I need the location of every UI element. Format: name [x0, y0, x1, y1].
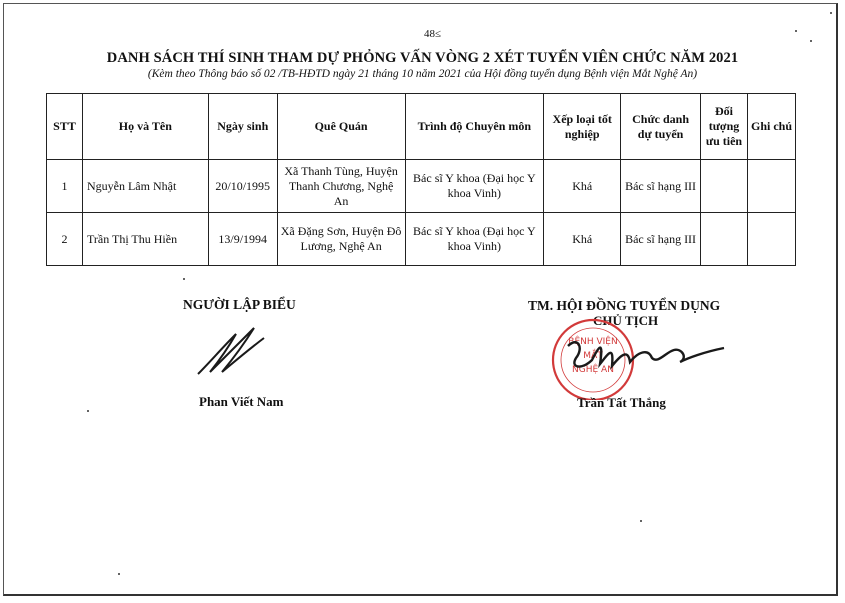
header-position: Chức danh dự tuyển	[621, 94, 701, 160]
cell-position: Bác sĩ hạng III	[621, 213, 701, 266]
cell-name: Trần Thị Thu Hiền	[82, 213, 208, 266]
header-qualification: Trình độ Chuyên môn	[405, 94, 544, 160]
document-subtitle: (Kèm theo Thông báo số 02 /TB-HĐTD ngày 21 tháng 10 năm 2021 của Hội đồng tuyển dụng Bệnh viện Mắt Nghệ An)	[147, 68, 698, 80]
cell-name: Nguyễn Lâm Nhật	[82, 160, 208, 213]
cell-priority	[701, 213, 748, 266]
header-stt: STT	[47, 94, 83, 160]
scan-speck	[118, 573, 120, 575]
svg-text:BỆNH VIỆN: BỆNH VIỆN	[568, 337, 618, 347]
preparer-title: NGƯỜI LẬP BIỂU	[183, 297, 296, 312]
scan-speck	[830, 12, 832, 14]
header-note: Ghi chú	[747, 94, 795, 160]
cell-hometown: Xã Thanh Tùng, Huyện Thanh Chương, Nghệ An	[277, 160, 405, 213]
header-hometown: Quê Quán	[277, 94, 405, 160]
table-row	[47, 160, 796, 213]
scan-speck	[87, 410, 89, 412]
table-row	[47, 213, 796, 266]
scan-speck	[795, 30, 797, 32]
scan-speck	[640, 520, 642, 522]
cell-dob: 13/9/1994	[208, 213, 277, 266]
cell-qualification: Bác sĩ Y khoa (Đại học Y khoa Vinh)	[405, 160, 544, 213]
chairman-name: Trần Tất Thắng	[577, 395, 666, 410]
svg-text:MẮT: MẮT	[583, 351, 603, 361]
header-name: Họ và Tên	[82, 94, 208, 160]
candidate-table	[46, 93, 796, 266]
header-graduation-rank: Xếp loại tốt nghiệp	[544, 94, 621, 160]
cell-priority	[701, 160, 748, 213]
preparer-name: Phan Viết Nam	[199, 394, 284, 409]
svg-text:NGHỆ AN: NGHỆ AN	[572, 365, 614, 375]
cell-qualification: Bác sĩ Y khoa (Đại học Y khoa Vinh)	[405, 213, 544, 266]
cell-note	[747, 160, 795, 213]
cell-graduation-rank: Khá	[544, 213, 621, 266]
cell-note	[747, 213, 795, 266]
cell-stt: 1	[47, 160, 83, 213]
cell-hometown: Xã Đặng Sơn, Huyện Đô Lương, Nghệ An	[277, 213, 405, 266]
scan-speck	[183, 278, 185, 280]
document-number-mark: 48≤	[424, 28, 442, 40]
official-stamp-and-signature	[548, 318, 738, 400]
cell-graduation-rank: Khá	[544, 160, 621, 213]
document-title: DANH SÁCH THÍ SINH THAM DỰ PHỎNG VẤN VÒNG 2 XÉT TUYỂN VIÊN CHỨC NĂM 2021	[106, 50, 739, 66]
council-chair-label: CHỦ TỊCH	[593, 313, 659, 328]
cell-position: Bác sĩ hạng III	[621, 160, 701, 213]
cell-dob: 20/10/1995	[208, 160, 277, 213]
scan-speck	[810, 40, 812, 42]
council-title: TM. HỘI ĐỒNG TUYỂN DỤNG	[528, 298, 721, 313]
table-header-row	[47, 94, 796, 160]
header-dob: Ngày sinh	[208, 94, 277, 160]
header-priority: Đối tượng ưu tiên	[701, 94, 748, 160]
preparer-signature	[192, 322, 272, 380]
cell-stt: 2	[47, 213, 83, 266]
